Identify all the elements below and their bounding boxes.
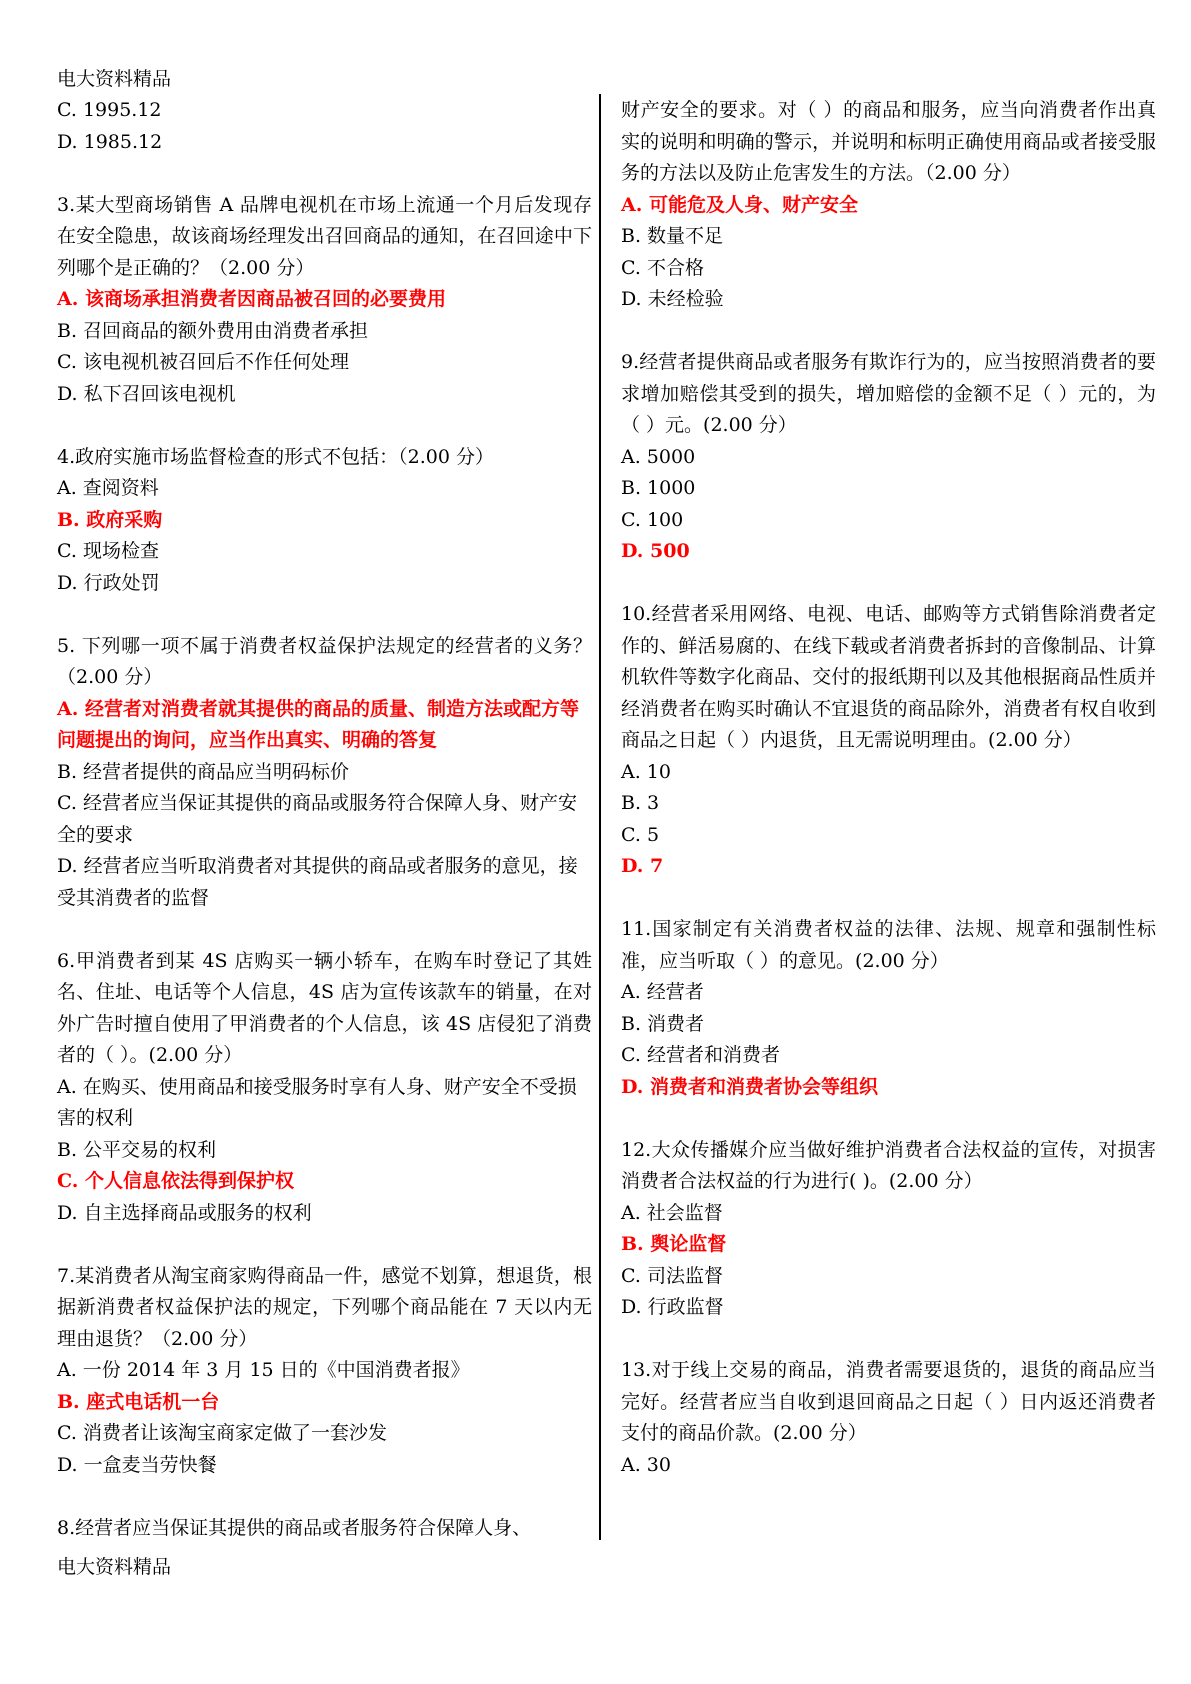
question-stem: 3.某大型商场销售 A 品牌电视机在市场上流通一个月后发现存在安全隐患，故该商场经理发出召回商品的通知，在召回途中下列哪个是正确的？（2.00 分）	[57, 193, 592, 279]
answer-option: C. 司法监督	[621, 1264, 723, 1287]
answer-option: B. 数量不足	[621, 225, 724, 247]
question-stem: 6.甲消费者到某 4S 店购买一辆小轿车，在购车时登记了其姓名、住址、电话等个人信息，4S 店为宣传该款车的销量，在对外广告时擅自使用了甲消费者的个人信息，该 4S 店侵犯了消费者的（ ）。(2.00 分）	[57, 949, 592, 1066]
question-stem: 财产安全的要求。对（ ）的商品和服务，应当向消费者作出真实的说明和明确的警示，并说明和标明正确使用商品或者接受服务的方法以及防止危害发生的方法。（2.00 分）	[621, 99, 1156, 184]
question-block	[57, 95, 592, 158]
answer-option: D. 行政监督	[621, 1296, 724, 1318]
answer-option: C. 不合格	[621, 256, 704, 279]
answer-option: A. 30	[621, 1453, 671, 1476]
question-stem: 13.对于线上交易的商品，消费者需要退货的，退货的商品应当完好。经营者应当自收到退回商品之日起（ ）日内返还消费者支付的商品价款。(2.00 分）	[621, 1359, 1156, 1444]
answer-option: B. 3	[621, 792, 660, 814]
answer-option-correct: C. 个人信息依法得到保护权	[57, 1170, 295, 1192]
question-stem: 11.国家制定有关消费者权益的法律、法规、规章和强制性标准，应当听取（ ）的意见。(2.00 分）	[621, 918, 1156, 972]
question-block	[57, 1261, 592, 1482]
answer-option: C. 消费者让该淘宝商家定做了一套沙发	[57, 1422, 387, 1444]
question-block	[57, 1513, 592, 1545]
answer-option: A. 一份 2014 年 3 月 15 日的《中国消费者报》	[57, 1359, 470, 1381]
answer-option: A. 10	[621, 760, 671, 783]
answer-option: B. 召回商品的额外费用由消费者承担	[57, 319, 369, 342]
answer-option: B. 公平交易的权利	[57, 1138, 217, 1161]
question-block	[621, 599, 1156, 883]
answer-option: C. 100	[621, 508, 684, 531]
answer-option-correct: A. 可能危及人身、财产安全	[621, 193, 858, 216]
question-block	[621, 95, 1156, 316]
question-stem: 8.经营者应当保证其提供的商品或者服务符合保障人身、	[57, 1516, 532, 1539]
answer-option-correct: B. 政府采购	[57, 508, 163, 531]
question-block	[621, 347, 1156, 568]
answer-option: C. 经营者和消费者	[621, 1044, 780, 1066]
answer-option: D. 自主选择商品或服务的权利	[57, 1201, 312, 1224]
answer-option: B. 1000	[621, 477, 696, 499]
answer-option: D. 一盒麦当劳快餐	[57, 1453, 217, 1476]
page-header: 电大资料精品	[57, 68, 172, 90]
right-column	[621, 95, 1156, 1513]
answer-option: B. 消费者	[621, 1012, 705, 1035]
answer-option-correct: B. 舆论监督	[621, 1233, 727, 1255]
question-block	[57, 442, 592, 600]
answer-option-correct: B. 座式电话机一台	[57, 1390, 220, 1413]
question-block	[621, 914, 1156, 1103]
answer-option: C. 经营者应当保证其提供的商品或服务符合保障人身、财产安全的要求	[57, 792, 577, 846]
left-column	[57, 95, 592, 1576]
answer-option: A. 查阅资料	[57, 477, 159, 499]
answer-option: C. 该电视机被召回后不作任何处理	[57, 351, 349, 373]
answer-option: A. 在购买、使用商品和接受服务时享有人身、财产安全不受损害的权利	[57, 1075, 577, 1129]
answer-option: A. 经营者	[621, 981, 704, 1003]
answer-option: D. 未经检验	[621, 288, 724, 310]
answer-option: A. 5000	[621, 445, 696, 468]
column-divider	[599, 94, 601, 1540]
answer-option: D. 私下召回该电视机	[57, 382, 236, 405]
answer-option: C. 现场检查	[57, 540, 159, 562]
question-block	[621, 1355, 1156, 1481]
answer-option-correct: D. 500	[621, 540, 690, 562]
answer-option-correct: D. 消费者和消费者协会等组织	[621, 1075, 879, 1098]
question-stem: 7.某消费者从淘宝商家购得商品一件，感觉不划算，想退货，根据新消费者权益保护法的规定，下列哪个商品能在 7 天以内无理由退货？（2.00 分）	[57, 1264, 592, 1350]
page-footer: 电大资料精品	[57, 1556, 172, 1578]
question-stem: 4.政府实施市场监督检查的形式不包括：（2.00 分）	[57, 445, 494, 468]
answer-option: C. 5	[621, 823, 660, 846]
answer-option: A. 社会监督	[621, 1201, 723, 1224]
question-stem: 9.经营者提供商品或者服务有欺诈行为的，应当按照消费者的要求增加赔偿其受到的损失，增加赔偿的金额不足（ ）元的，为（ ）元。(2.00 分）	[621, 351, 1156, 436]
question-stem: 10.经营者采用网络、电视、电话、邮购等方式销售除消费者定作的、鲜活易腐的、在线下载或者消费者拆封的音像制品、计算机软件等数字化商品、交付的报纸期刊以及其他根据商品性质并经消费者在购买时确认不宜退货的商品除外，消费者有权自收到商品之日起（ ）内退货，且无需说明理由。(2.00 分）	[621, 603, 1156, 751]
question-block	[57, 190, 592, 411]
answer-option-correct: D. 7	[621, 855, 664, 877]
answer-option: C. 1995.12	[57, 99, 162, 121]
question-stem: 12.大众传播媒介应当做好维护消费者合法权益的宣传，对损害消费者合法权益的行为进行( )。(2.00 分）	[621, 1138, 1156, 1192]
question-block	[57, 946, 592, 1230]
answer-option: D. 经营者应当听取消费者对其提供的商品或者服务的意见，接受其消费者的监督	[57, 855, 578, 909]
answer-option-correct: A. 该商场承担消费者因商品被召回的必要费用	[57, 288, 446, 310]
answer-option: B. 经营者提供的商品应当明码标价	[57, 760, 350, 783]
answer-option: D. 1985.12	[57, 130, 163, 153]
answer-option-correct: A. 经营者对消费者就其提供的商品的质量、制造方法或配方等问题提出的询问，应当作出真实、明确的答复	[57, 697, 579, 751]
question-block	[621, 1135, 1156, 1324]
question-stem: 5. 下列哪一项不属于消费者权益保护法规定的经营者的义务？（2.00 分）	[57, 634, 592, 688]
answer-option: D. 行政处罚	[57, 571, 160, 594]
question-block	[57, 631, 592, 915]
